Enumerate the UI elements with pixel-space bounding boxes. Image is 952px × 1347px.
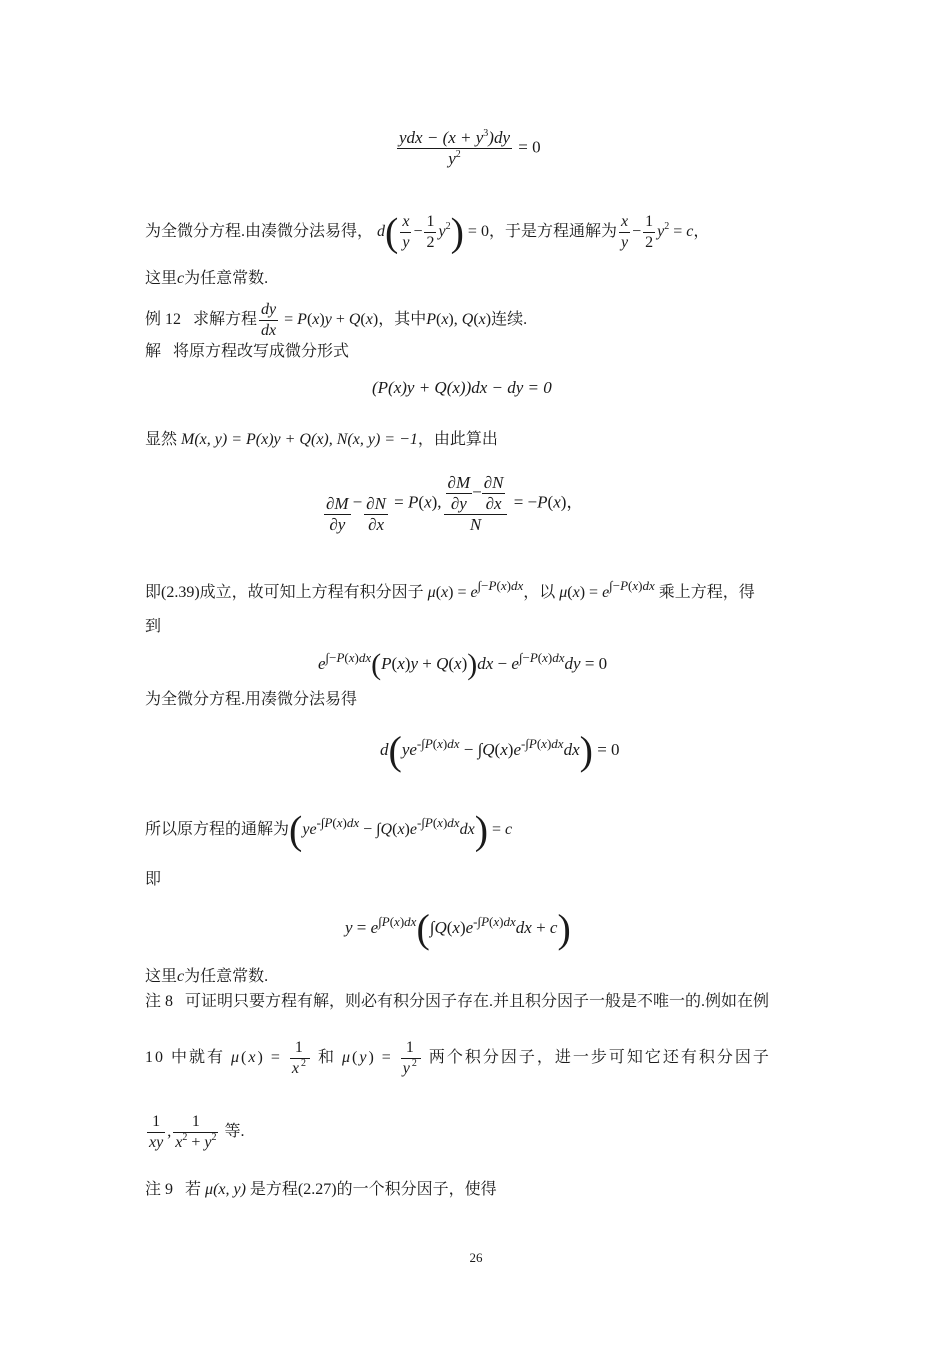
- equation-total-differential: $\frac{ydx - (x + y^3)dy}{y^2}$ = 0: [399, 128, 541, 168]
- text-line-integrating-factor: 即(2.39)成立，故可知上方程有积分因子 $\mu(x) = e^{\int-P(x)dx}$，以 $\mu(x) = e^{\int-P(x)dx}$ 乘上方程，得: [145, 578, 755, 601]
- text-line-general-solution: 所以原方程的通解为$(ye^{-\int P(x)dx} - \int Q(x)e^{-\int P(x)dx}dx) = c$: [145, 807, 513, 853]
- equation-exact-form: $d(ye^{-\int P(x)dx} - \int Q(x)e^{-\int P(x)dx}dx) = 0$: [380, 728, 620, 774]
- text-line-get: 到: [145, 618, 162, 635]
- text-line-obvious: 显然 M(x, y) = P(x)y + Q(x), N(x, y) = −1，由此算出: [145, 431, 498, 448]
- text-line-arbitrary-constant-2: 这里c为任意常数.: [145, 968, 269, 985]
- equation-differential-form: (P(x)y + Q(x))dx − dy = 0: [372, 378, 552, 397]
- note-8: 注 8 可证明只要方程有解，则必有积分因子存在.并且积分因子一般是不唯一的.例如在例: [145, 993, 770, 1010]
- equation-partial-derivatives: $\frac{\partial M}{\partial y}$ − $\frac{\partial N}{\partial x}$ = P(x), $\frac{\partial M}{\partial y}$ − $\frac{\partial N}{\partial x}$ N = −P(x)，: [326, 472, 584, 534]
- note-8-line-2: 10 中就有 μ(x) = $\frac{1}{x^2}$ 和 μ(y) = $\frac{1}{y^2}$ 两个积分因子，进一步可知它还有积分因子: [145, 1039, 771, 1077]
- text-line-arbitrary-constant: 这里c为任意常数.: [145, 270, 269, 287]
- example-12: 例 12 求解方程 $\frac{dy}{dx}$ = P(x)y + Q(x)，其中P(x), Q(x)连续.: [145, 301, 528, 339]
- equation-solution-y: $y = e^{\int P(x)dx}(\int Q(x)e^{-\int P(x)dx}dx + c)$: [345, 906, 571, 952]
- text-line-total-differential-2: 为全微分方程.用凑微分法易得: [145, 691, 358, 708]
- text-line-ji: 即: [145, 871, 162, 888]
- page-number: 26: [469, 1250, 483, 1265]
- text-line-total-differential: 为全微分方程.由凑微分法易得， d( $\frac{x}{y}$ − $\frac{1}{2}$ $y^2) = 0$，于是方程通解为 $\frac{x}{y}$ − $\frac{1}{2}$ $y^2 = c$，: [145, 209, 710, 255]
- equation-multiplied: $e^{\int-P(x)dx}(P(x)y + Q(x))dx - e^{\int-P(x)dx}dy = 0$: [318, 648, 608, 682]
- note-9: 注 9 若 μ(x, y) 是方程(2.27)的一个积分因子，使得: [145, 1181, 497, 1198]
- solution-intro: 解 将原方程改写成微分形式: [145, 343, 350, 360]
- note-8-line-3: $\frac{1}{xy}$ , $\frac{1}{x^2 + y^2}$ 等.: [149, 1113, 245, 1151]
